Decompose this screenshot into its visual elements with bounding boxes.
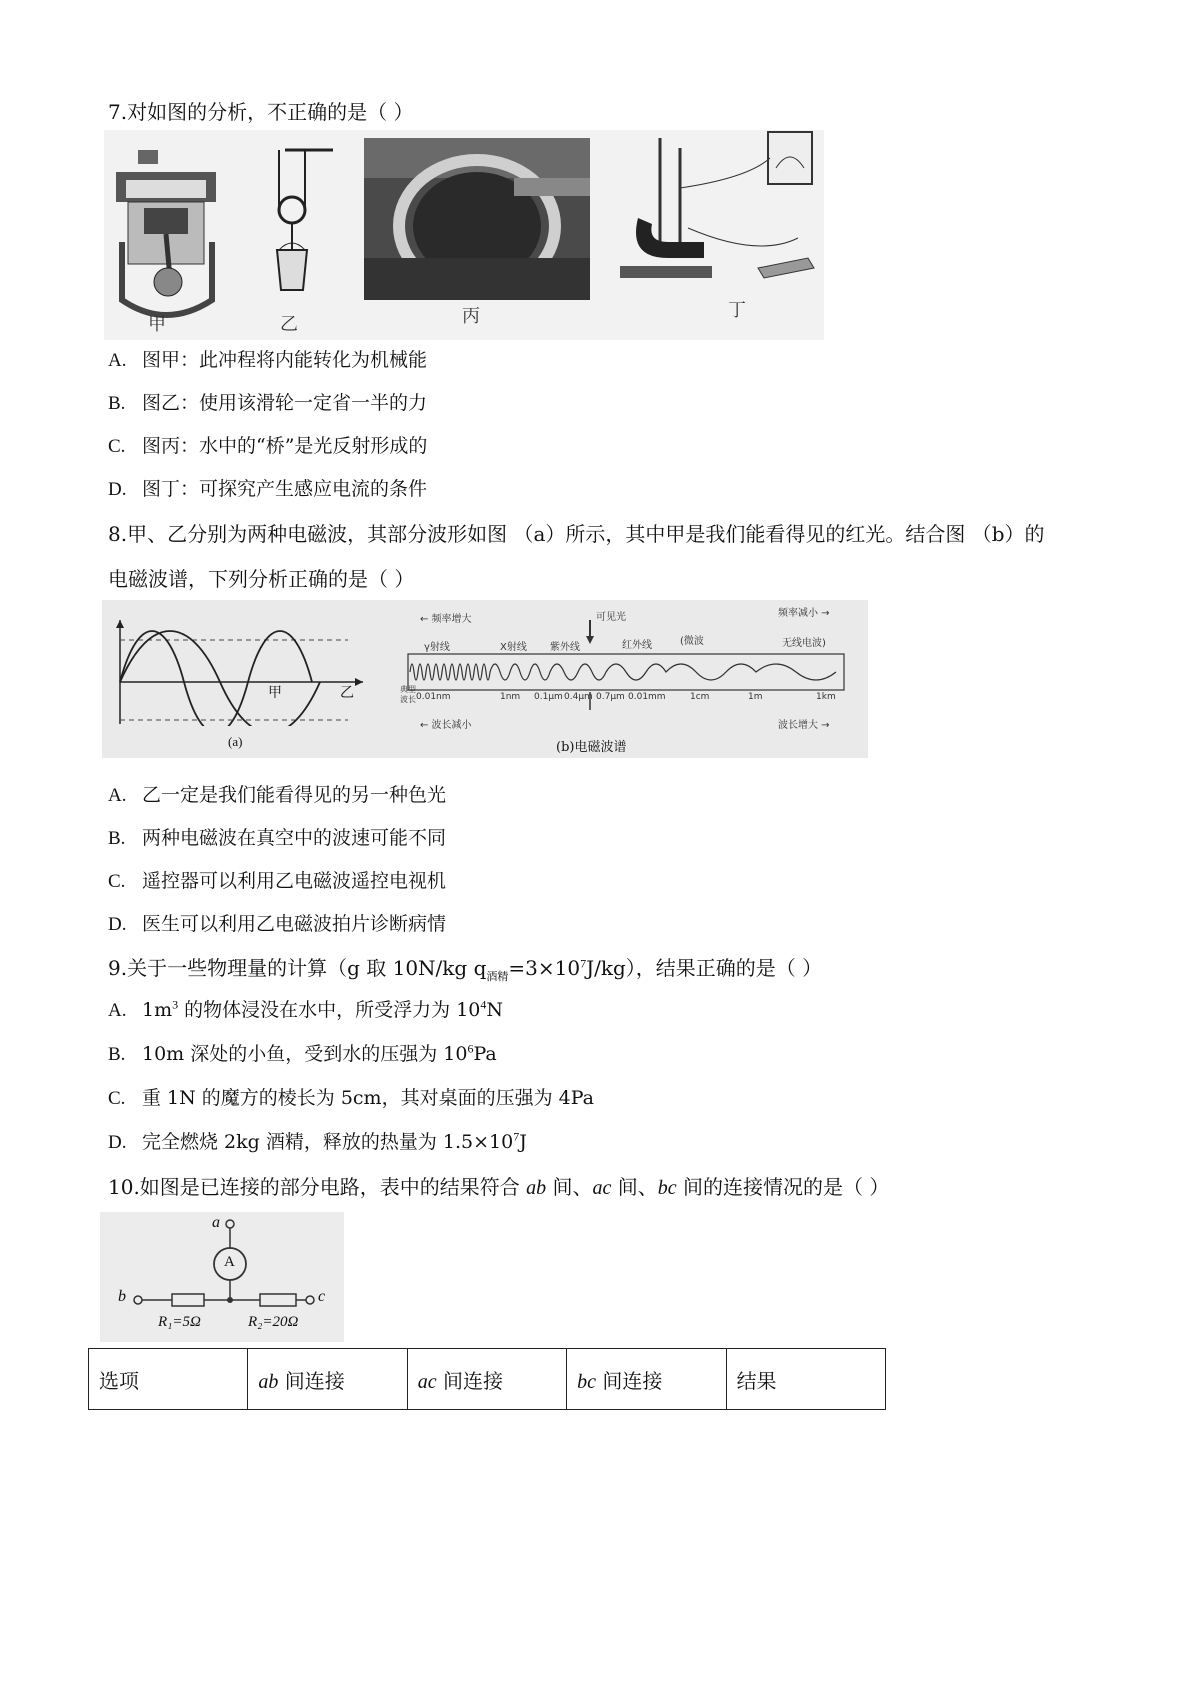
q9-title: 9.关于一些物理量的计算（g 取 10N/kg $q_{酒精}=3\times 10^7J/kg$），结果正确的是（ ） [108, 956, 823, 983]
caption-jia: 甲 [148, 314, 166, 335]
engine-cylinder-figure [108, 150, 228, 320]
q10-table [88, 1348, 886, 1410]
q8-title-line1: 8.甲、乙分别为两种电磁波，其部分波形如图 （a）所示，其中甲是我们能看得见的红光。结合图 （b）的 [108, 522, 1045, 546]
tick-4: 0.7μm [596, 692, 625, 702]
xray-label: X射线 [500, 642, 527, 653]
pulley-figure [255, 140, 335, 310]
freq-decrease-label: 频率减小 → [778, 608, 830, 619]
uv-label: 紫外线 [550, 642, 580, 653]
q7-option-d[interactable]: D. 图丁：可探究产生感应电流的条件 [108, 478, 428, 500]
header-ac: ac 间连接 [407, 1349, 566, 1410]
q8-option-b[interactable]: B. 两种电磁波在真空中的波速可能不同 [108, 827, 447, 849]
circuit-node-c: c [318, 1288, 326, 1305]
header-result: 结果 [726, 1349, 885, 1410]
resistor-r1-label: R₁=5Ω [158, 1314, 201, 1330]
q8-option-d[interactable]: D. 医生可以利用乙电磁波拍片诊断病情 [108, 913, 447, 935]
ammeter-symbol: A [224, 1254, 235, 1270]
bridge-reflection-photo [364, 138, 590, 300]
header-ab: ab 间连接 [248, 1349, 407, 1410]
caption-bing: 丙 [462, 306, 480, 327]
gamma-label: γ射线 [424, 642, 450, 653]
q9-option-d[interactable]: D. 完全燃烧 2kg 酒精，释放的热量为 $1.5\times 10^7J$ [108, 1129, 527, 1153]
q7-option-c[interactable]: C. 图丙：水中的“桥”是光反射形成的 [108, 435, 428, 457]
header-bc: bc 间连接 [567, 1349, 726, 1410]
visible-light-label: 可见光 [596, 612, 626, 623]
q10-title: 10.如图是已连接的部分电路，表中的结果符合 ab 间、ac 间、bc 间的连接情况的是（ ） [108, 1175, 890, 1199]
wave-label-yi: 乙 [340, 685, 354, 701]
tick-6: 1cm [690, 692, 710, 702]
header-option: 选项 [89, 1349, 248, 1410]
q9-option-c[interactable]: C. 重 1N 的魔方的棱长为 5cm，其对桌面的压强为 4Pa [108, 1087, 594, 1109]
freq-increase-label: ← 频率增大 [420, 614, 472, 625]
q9-option-a[interactable]: A. $1m^3$ 的物体浸没在水中，所受浮力为 $10^4N$ [108, 997, 503, 1021]
wavelength-decrease-label: ← 波长减小 [420, 720, 472, 731]
spectrum-wave [400, 620, 850, 710]
tick-0: 0.01nm [416, 692, 451, 702]
wave-graph-a [108, 616, 368, 726]
tick-1: 1nm [500, 692, 521, 702]
induction-apparatus-figure [608, 128, 824, 308]
fig-b-caption: (b)电磁波谱 [556, 740, 627, 755]
circuit-node-a: a [212, 1214, 220, 1231]
fig-a-caption: (a) [228, 734, 243, 749]
wavelength-increase-label: 波长增大 → [778, 720, 830, 731]
tick-2: 0.1μm [534, 692, 563, 702]
tick-5: 0.01mm [628, 692, 666, 702]
caption-yi: 乙 [280, 314, 298, 335]
wave-label-jia: 甲 [268, 685, 282, 701]
q8-option-c[interactable]: C. 遥控器可以利用乙电磁波遥控电视机 [108, 870, 447, 892]
q7-option-b[interactable]: B. 图乙：使用该滑轮一定省一半的力 [108, 392, 428, 414]
q7-title: 7.对如图的分析，不正确的是（ ） [108, 100, 414, 124]
q8-option-a[interactable]: A. 乙一定是我们能看得见的另一种色光 [108, 784, 447, 806]
resistor-r2-label: R₂=20Ω [248, 1314, 299, 1330]
radio-label: 无线电波) [782, 638, 826, 649]
tick-7: 1m [748, 692, 763, 702]
microwave-label: (微波 [680, 636, 704, 647]
caption-ding: 丁 [728, 300, 746, 321]
circuit-node-b: b [118, 1288, 126, 1305]
q9-option-b[interactable]: B. 10m 深处的小鱼，受到水的压强为 $10^6Pa$ [108, 1041, 497, 1065]
tick-3: 0.4μm [564, 692, 593, 702]
ir-label: 红外线 [622, 640, 652, 651]
wavelength-word-label: 波长 [400, 695, 416, 704]
circuit-diagram [100, 1212, 344, 1342]
table-header-row [89, 1349, 886, 1410]
tick-8: 1km [816, 692, 836, 702]
typical-label: 典型 [400, 685, 416, 694]
q8-title-line2: 电磁波谱，下列分析正确的是（ ） [108, 567, 415, 591]
q7-option-a[interactable]: A. 图甲：此冲程将内能转化为机械能 [108, 349, 428, 371]
